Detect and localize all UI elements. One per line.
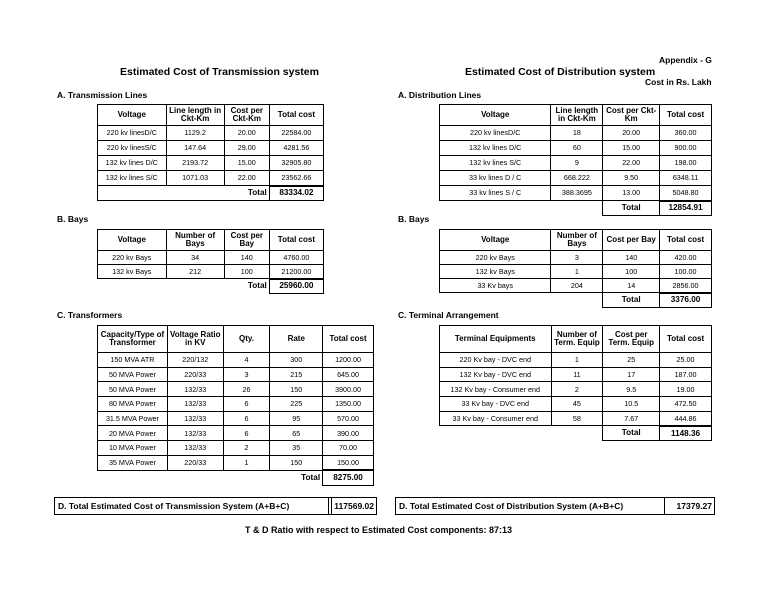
total-label: Total xyxy=(603,201,660,216)
table-cell: 6 xyxy=(223,411,270,426)
table-header-row xyxy=(98,230,324,251)
table-cell: 35 MVA Power xyxy=(98,455,168,470)
table-cell: 150 xyxy=(270,382,323,397)
table-row xyxy=(440,156,712,171)
table-row xyxy=(98,455,374,470)
total-value: 3376.00 xyxy=(660,293,712,308)
table-cell: 198.00 xyxy=(660,156,712,171)
table-cell: 225 xyxy=(270,397,323,412)
table-cell: 668.222 xyxy=(551,171,603,186)
column-header: Cost per Ckt-Km xyxy=(603,105,660,126)
table-cell: 22584.00 xyxy=(269,126,323,141)
table-row xyxy=(440,251,712,265)
distribution-lines-heading: A. Distribution Lines xyxy=(398,90,482,100)
table-cell: 187.00 xyxy=(660,367,712,382)
terminal-heading: C. Terminal Arrangement xyxy=(398,310,499,320)
total-row xyxy=(440,293,712,308)
table-cell: 7.67 xyxy=(603,411,660,426)
total-row xyxy=(98,186,324,201)
table-cell: 1071.03 xyxy=(166,171,224,186)
table-cell: 22.00 xyxy=(224,171,269,186)
total-label: Total xyxy=(98,186,270,201)
table-cell: 25.00 xyxy=(660,353,712,368)
total-row xyxy=(440,426,712,441)
table-cell: 220/33 xyxy=(167,455,223,470)
table-cell: 1129.2 xyxy=(166,126,224,141)
terminal-table xyxy=(439,325,712,441)
table-cell: 58 xyxy=(551,411,603,426)
table-cell: 132/33 xyxy=(167,441,223,456)
total-value: 12854.91 xyxy=(660,201,712,216)
table-cell: 4760.00 xyxy=(269,251,323,265)
column-header: Total cost xyxy=(660,326,712,353)
table-header-row xyxy=(440,230,712,251)
total-row xyxy=(440,201,712,216)
table-cell: 140 xyxy=(224,251,269,265)
table-row xyxy=(440,171,712,186)
table-cell: 140 xyxy=(603,251,660,265)
table-cell: 645.00 xyxy=(323,367,374,382)
td-ratio-text: T & D Ratio with respect to Estimated Cost components: 87:13 xyxy=(245,525,513,535)
distribution-grand-total-label: D. Total Estimated Cost of Distribution System (A+B+C) xyxy=(395,497,665,515)
table-cell: 80 MVA Power xyxy=(98,397,168,412)
table-cell: 50 MVA Power xyxy=(98,367,168,382)
table-cell: 29.00 xyxy=(224,141,269,156)
table-cell: 20 MVA Power xyxy=(98,426,168,441)
transmission-bays-table xyxy=(97,229,324,294)
table-cell: 65 xyxy=(270,426,323,441)
column-header: Cost per Bay xyxy=(603,230,660,251)
transmission-lines-table xyxy=(97,104,324,201)
table-row xyxy=(98,382,374,397)
table-cell: 220 Kv bay - DVC end xyxy=(440,353,552,368)
table-row xyxy=(440,382,712,397)
table-cell: 132/33 xyxy=(167,382,223,397)
transmission-bays-heading: B. Bays xyxy=(57,214,89,224)
table-row xyxy=(98,126,324,141)
distribution-bays-heading: B. Bays xyxy=(398,214,430,224)
table-cell: 6 xyxy=(223,397,270,412)
total-row xyxy=(98,470,374,485)
table-cell: 132 kv Bays xyxy=(440,265,551,279)
total-value: 83334.02 xyxy=(269,186,323,201)
column-header: Cost per Term. Equip xyxy=(603,326,660,353)
table-cell: 14 xyxy=(603,279,660,293)
column-header: Total cost xyxy=(660,230,712,251)
table-cell: 360.00 xyxy=(660,126,712,141)
distribution-bays-table xyxy=(439,229,712,308)
table-cell: 60 xyxy=(551,141,603,156)
table-row xyxy=(440,397,712,412)
distribution-lines-table xyxy=(439,104,712,216)
table-cell: 20.00 xyxy=(603,126,660,141)
table-cell: 33 Kv bay - Consumer end xyxy=(440,411,552,426)
table-row xyxy=(440,141,712,156)
table-cell: 3 xyxy=(551,251,603,265)
table-cell: 132/33 xyxy=(167,397,223,412)
column-header: Total cost xyxy=(269,105,323,126)
table-cell: 18 xyxy=(551,126,603,141)
transmission-grand-total-label: D. Total Estimated Cost of Transmission System (A+B+C) xyxy=(54,497,332,515)
table-cell: 17 xyxy=(603,367,660,382)
total-label: Total xyxy=(247,281,267,291)
table-cell: 220 kv Bays xyxy=(98,251,167,265)
table-cell: 33 kv lines D / C xyxy=(440,171,551,186)
table-cell: 35 xyxy=(270,441,323,456)
column-header: Terminal Equipments xyxy=(440,326,552,353)
table-row xyxy=(440,186,712,201)
table-cell: 220/132 xyxy=(167,353,223,368)
distribution-title: Estimated Cost of Distribution system xyxy=(465,66,656,78)
table-cell: 4281.56 xyxy=(269,141,323,156)
table-cell: 390.00 xyxy=(323,426,374,441)
table-cell: 1 xyxy=(223,455,270,470)
transformers-table xyxy=(97,325,374,486)
table-cell: 2 xyxy=(551,382,603,397)
column-header: Voltage xyxy=(440,230,551,251)
blank-cell xyxy=(440,201,603,216)
table-cell: 32905.80 xyxy=(269,156,323,171)
table-cell: 70.00 xyxy=(323,441,374,456)
table-row xyxy=(98,441,374,456)
table-cell: 21200.00 xyxy=(269,265,323,279)
column-header: Number of Term. Equip xyxy=(551,326,603,353)
table-cell: 132 kv Bays xyxy=(98,265,167,279)
table-cell: 1200.00 xyxy=(323,353,374,368)
table-row xyxy=(440,126,712,141)
table-cell: 10 MVA Power xyxy=(98,441,168,456)
table-cell: 3 xyxy=(223,367,270,382)
table-cell: 9 xyxy=(551,156,603,171)
column-header: Voltage xyxy=(98,230,167,251)
table-row xyxy=(98,265,324,279)
table-cell: 3900.00 xyxy=(323,382,374,397)
table-cell: 15.00 xyxy=(224,156,269,171)
transmission-title: Estimated Cost of Transmission system xyxy=(120,66,319,78)
table-cell: 4 xyxy=(223,353,270,368)
table-cell: 100 xyxy=(224,265,269,279)
table-cell: 132 kv lines D/C xyxy=(440,141,551,156)
table-cell: 9.5 xyxy=(603,382,660,397)
transmission-lines-heading: A. Transmission Lines xyxy=(57,90,148,100)
column-header: Total cost xyxy=(660,105,712,126)
column-header: Cost per Ckt-Km xyxy=(224,105,269,126)
table-cell: 100 xyxy=(603,265,660,279)
total-row xyxy=(98,279,324,294)
table-cell: 1350.00 xyxy=(323,397,374,412)
table-row xyxy=(98,397,374,412)
table-cell: 132 Kv bay - Consumer end xyxy=(440,382,552,397)
column-header: Cost per Bay xyxy=(224,230,269,251)
table-cell: 9.50 xyxy=(603,171,660,186)
table-cell: 900.00 xyxy=(660,141,712,156)
table-row xyxy=(98,156,324,171)
table-cell: 13.00 xyxy=(603,186,660,201)
table-row xyxy=(98,367,374,382)
column-header: Capacity/Type of Transformer xyxy=(98,326,168,353)
total-label: Total xyxy=(603,293,660,308)
table-cell: 150 MVA ATR xyxy=(98,353,168,368)
table-cell: 204 xyxy=(551,279,603,293)
table-cell: 472.50 xyxy=(660,397,712,412)
table-cell: 95 xyxy=(270,411,323,426)
table-cell: 300 xyxy=(270,353,323,368)
table-cell: 147.64 xyxy=(166,141,224,156)
table-row xyxy=(440,279,712,293)
table-cell: 50 MVA Power xyxy=(98,382,168,397)
column-header: Voltage xyxy=(440,105,551,126)
table-cell: 2856.00 xyxy=(660,279,712,293)
table-cell: 31.5 MVA Power xyxy=(98,411,168,426)
table-row xyxy=(98,353,374,368)
table-cell: 26 xyxy=(223,382,270,397)
total-label: Total xyxy=(603,426,660,441)
table-header-row xyxy=(440,326,712,353)
table-cell: 220/33 xyxy=(167,367,223,382)
table-cell: 212 xyxy=(166,265,224,279)
table-cell: 6 xyxy=(223,426,270,441)
column-header: Total cost xyxy=(269,230,323,251)
table-cell: 444.86 xyxy=(660,411,712,426)
table-cell: 220 kv Bays xyxy=(440,251,551,265)
column-header: Voltage Ratio in KV xyxy=(167,326,223,353)
table-row xyxy=(98,251,324,265)
column-header: Voltage xyxy=(98,105,167,126)
table-cell: 22.00 xyxy=(603,156,660,171)
table-row xyxy=(98,411,374,426)
table-cell: 33 Kv bay - DVC end xyxy=(440,397,552,412)
table-cell: 220 kv linesS/C xyxy=(98,141,167,156)
table-cell: 420.00 xyxy=(660,251,712,265)
table-cell: 132/33 xyxy=(167,426,223,441)
cost-unit-label: Cost in Rs. Lakh xyxy=(645,77,712,87)
table-cell: 132 kv lines S/C xyxy=(440,156,551,171)
table-cell: 5048.80 xyxy=(660,186,712,201)
table-cell: 33 kv lines S / C xyxy=(440,186,551,201)
table-cell: 2 xyxy=(223,441,270,456)
table-cell: 1 xyxy=(551,265,603,279)
table-header-row xyxy=(98,105,324,126)
table-row xyxy=(98,426,374,441)
table-cell: 388.3695 xyxy=(551,186,603,201)
table-cell: 132/33 xyxy=(167,411,223,426)
table-cell: 150 xyxy=(270,455,323,470)
distribution-grand-total-value: 17379.27 xyxy=(664,497,715,515)
table-cell: 20.00 xyxy=(224,126,269,141)
blank-cell xyxy=(440,293,603,308)
table-cell: 25 xyxy=(603,353,660,368)
table-row xyxy=(440,411,712,426)
appendix-label: Appendix - G xyxy=(659,55,712,65)
table-cell: 100.00 xyxy=(660,265,712,279)
column-header: Line length in Ckt-Km xyxy=(166,105,224,126)
transformers-heading: C. Transformers xyxy=(57,310,123,320)
table-cell: 132 Kv bay - DVC end xyxy=(440,367,552,382)
table-cell: 2193.72 xyxy=(166,156,224,171)
table-cell: 215 xyxy=(270,367,323,382)
table-cell: 220 kv linesD/C xyxy=(98,126,167,141)
column-header: Line length in Ckt-Km xyxy=(551,105,603,126)
table-row xyxy=(98,141,324,156)
total-value: 1148.36 xyxy=(660,426,712,441)
table-cell: 150.00 xyxy=(323,455,374,470)
column-header: Number of Bays xyxy=(166,230,224,251)
table-cell: 19.00 xyxy=(660,382,712,397)
table-cell: 1 xyxy=(551,353,603,368)
total-value: 25960.00 xyxy=(269,279,323,294)
blank-cell xyxy=(440,426,603,441)
table-cell: 15.00 xyxy=(603,141,660,156)
column-header: Qty. xyxy=(223,326,270,353)
table-header-row xyxy=(440,105,712,126)
table-row xyxy=(98,171,324,186)
column-header: Number of Bays xyxy=(551,230,603,251)
table-cell: 33 Kv bays xyxy=(440,279,551,293)
table-cell: 570.00 xyxy=(323,411,374,426)
table-row xyxy=(440,353,712,368)
table-cell: 132 kv lines S/C xyxy=(98,171,167,186)
table-row xyxy=(440,367,712,382)
table-cell: 34 xyxy=(166,251,224,265)
table-cell: 45 xyxy=(551,397,603,412)
table-row xyxy=(440,265,712,279)
total-value: 8275.00 xyxy=(323,470,374,485)
table-cell: 11 xyxy=(551,367,603,382)
table-cell: 10.5 xyxy=(603,397,660,412)
table-cell: 23562.66 xyxy=(269,171,323,186)
table-cell: 6348.11 xyxy=(660,171,712,186)
transmission-grand-total-value: 117569.02 xyxy=(328,497,377,515)
table-cell: 220 kv linesD/C xyxy=(440,126,551,141)
table-header-row xyxy=(98,326,374,353)
column-header: Rate xyxy=(270,326,323,353)
total-label: Total xyxy=(301,472,321,482)
column-header: Total cost xyxy=(323,326,374,353)
table-cell: 132 kv lines D/C xyxy=(98,156,167,171)
